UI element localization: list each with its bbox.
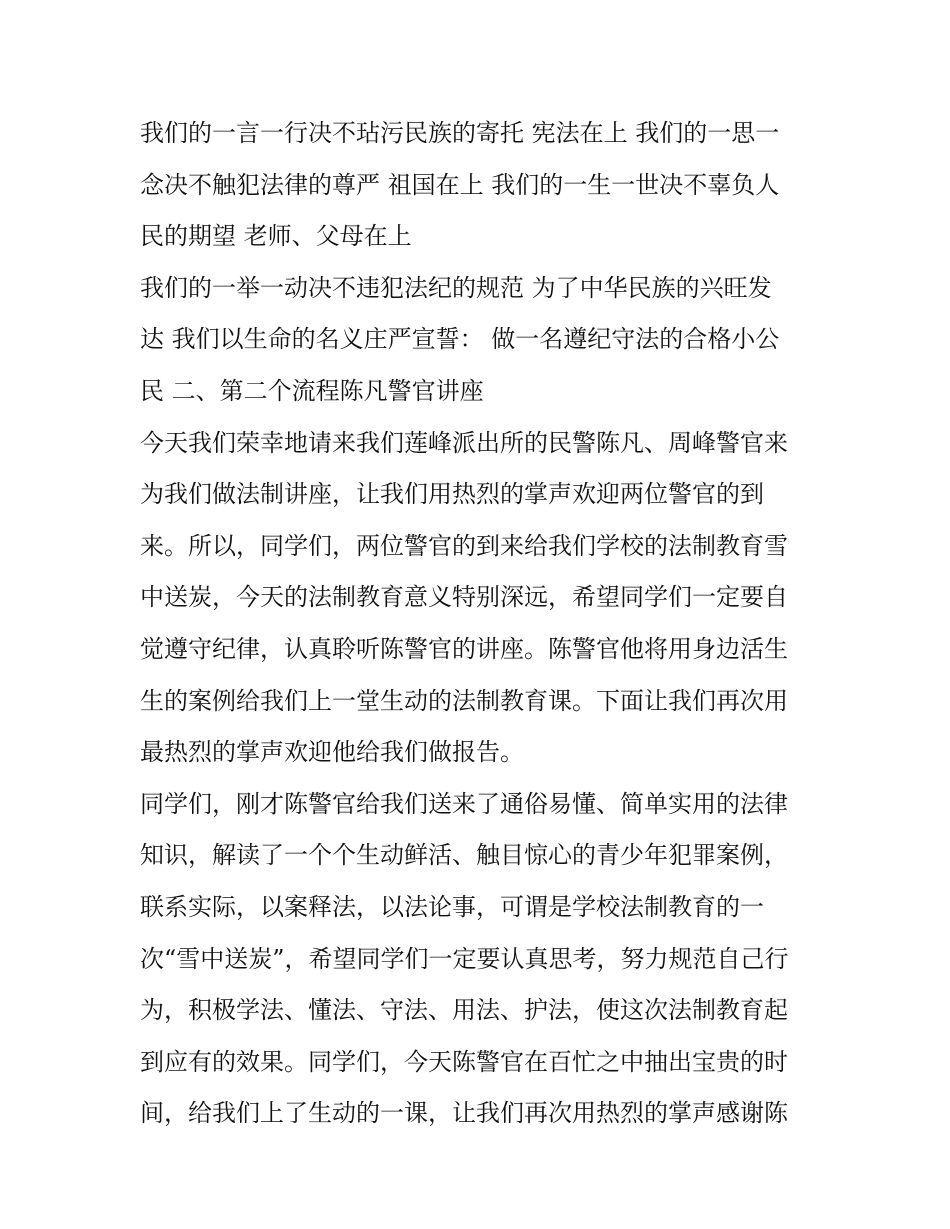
text-line: 念决不触犯法律的尊严 祖国在上 我们的一生一世决不辜负人 (140, 170, 780, 199)
text-line: 中送炭，今天的法制教育意义特别深远，希望同学们一定要自 (140, 583, 788, 612)
text-line: 为我们做法制讲座，让我们用热烈的掌声欢迎两位警官的到 (140, 480, 764, 509)
text-line: 民 二、第二个流程陈凡警官讲座 (140, 376, 484, 405)
text-line: 今天我们荣幸地请来我们莲峰派出所的民警陈凡、周峰警官来 (140, 428, 788, 457)
text-line: 为，积极学法、懂法、守法、用法、护法，使这次法制教育起 (140, 996, 788, 1025)
text-line: 我们的一言一行决不玷污民族的寄托 宪法在上 我们的一思一 (140, 119, 780, 147)
text-line: 来。所以，同学们，两位警官的到来给我们学校的法制教育雪 (140, 531, 788, 560)
text-line: 我们的一举一动决不违犯法纪的规范 为了中华民族的兴旺发 (140, 273, 772, 302)
text-line: 联系实际，以案释法，以法论事，可谓是学校法制教育的一 (140, 892, 764, 921)
text-line: 知识，解读了一个个生动鲜活、触目惊心的青少年犯罪案例， (140, 841, 788, 870)
text-line: 同学们，刚才陈警官给我们送来了通俗易懂、简单实用的法律 (140, 789, 788, 818)
text-line: 最热烈的掌声欢迎他给我们做报告。 (140, 738, 524, 767)
text-line: 民的期望 老师、父母在上 (140, 222, 412, 251)
document-body (140, 108, 820, 1140)
text-line: 间，给我们上了生动的一课，让我们再次用热烈的掌声感谢陈 (140, 1099, 788, 1128)
text-line: 次“雪中送炭”，希望同学们一定要认真思考，努力规范自己行 (140, 944, 789, 973)
text-line: 觉遵守纪律，认真聆听陈警官的讲座。陈警官他将用身边活生 (140, 634, 788, 663)
text-line: 达 我们以生命的名义庄严宣誓： 做一名遵纪守法的合格小公 (140, 325, 780, 354)
text-line: 生的案例给我们上一堂生动的法制教育课。下面让我们再次用 (140, 686, 788, 715)
text-line: 到应有的效果。同学们，今天陈警官在百忙之中抽出宝贵的时 (140, 1047, 788, 1076)
